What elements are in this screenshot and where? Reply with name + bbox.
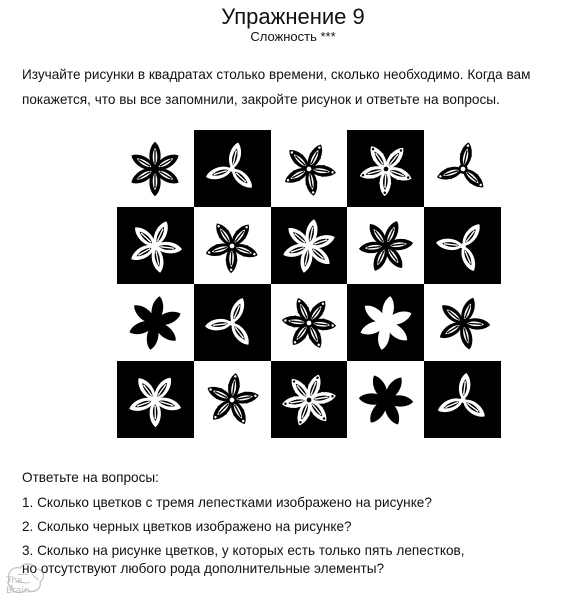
question-3 <box>22 542 567 578</box>
question-1: 1. Сколько цветков с тремя лепестками изображено на рисунке? <box>22 495 432 510</box>
flower-icon <box>121 212 189 280</box>
instructions-line-1: Изучайте рисунки в квадратах столько времени, сколько необходимо. Когда вам <box>22 67 531 82</box>
instructions-line-2: покажется, что вы все запомнили, закройте рисунок и ответьте на вопросы. <box>22 92 500 107</box>
flower-icon <box>429 135 497 203</box>
flower-icon <box>121 289 189 357</box>
grid-cell <box>194 284 271 361</box>
questions-header: Ответьте на вопросы: <box>22 470 159 485</box>
flower-icon <box>429 289 497 357</box>
grid-cell <box>271 284 348 361</box>
flower-icon <box>429 366 497 434</box>
flower-icon <box>275 366 343 434</box>
instructions <box>22 62 567 112</box>
grid-cell <box>194 361 271 438</box>
flower-icon <box>429 212 497 280</box>
grid-cell <box>117 207 194 284</box>
question-3-line-2: но отсутствуют любого рода дополнительные элементы? <box>22 561 385 576</box>
flower-grid <box>117 130 501 438</box>
flower-icon <box>352 289 420 357</box>
grid-cell <box>271 207 348 284</box>
grid-cell <box>424 284 501 361</box>
grid-cell <box>347 361 424 438</box>
grid-cell <box>117 284 194 361</box>
flower-icon <box>121 135 189 203</box>
flower-icon <box>352 135 420 203</box>
watermark-text: The Brain <box>6 576 30 596</box>
grid-cell <box>117 361 194 438</box>
difficulty-label: Сложность *** <box>250 29 336 44</box>
flower-icon <box>198 212 266 280</box>
grid-cell <box>424 130 501 207</box>
question-3-line-1: 3. Сколько на рисунке цветков, у которых есть только пять лепестков, <box>22 543 465 558</box>
grid-cell <box>347 284 424 361</box>
grid-cell <box>347 207 424 284</box>
grid-cell <box>117 130 194 207</box>
grid-cell <box>347 130 424 207</box>
flower-icon <box>352 212 420 280</box>
brain-watermark <box>2 560 48 598</box>
question-2: 2. Сколько черных цветков изображено на рисунке? <box>22 519 352 534</box>
flower-icon <box>275 212 343 280</box>
grid-cell <box>194 130 271 207</box>
grid-cell <box>271 130 348 207</box>
grid-cell <box>271 361 348 438</box>
grid-cell <box>194 207 271 284</box>
grid-cell <box>424 207 501 284</box>
flower-icon <box>275 135 343 203</box>
flower-icon <box>121 366 189 434</box>
flower-icon <box>352 366 420 434</box>
flower-icon <box>275 289 343 357</box>
grid-cell <box>424 361 501 438</box>
exercise-title: Упражнение 9 <box>221 4 365 29</box>
flower-icon <box>198 289 266 357</box>
flower-icon <box>198 135 266 203</box>
flower-icon <box>198 366 266 434</box>
